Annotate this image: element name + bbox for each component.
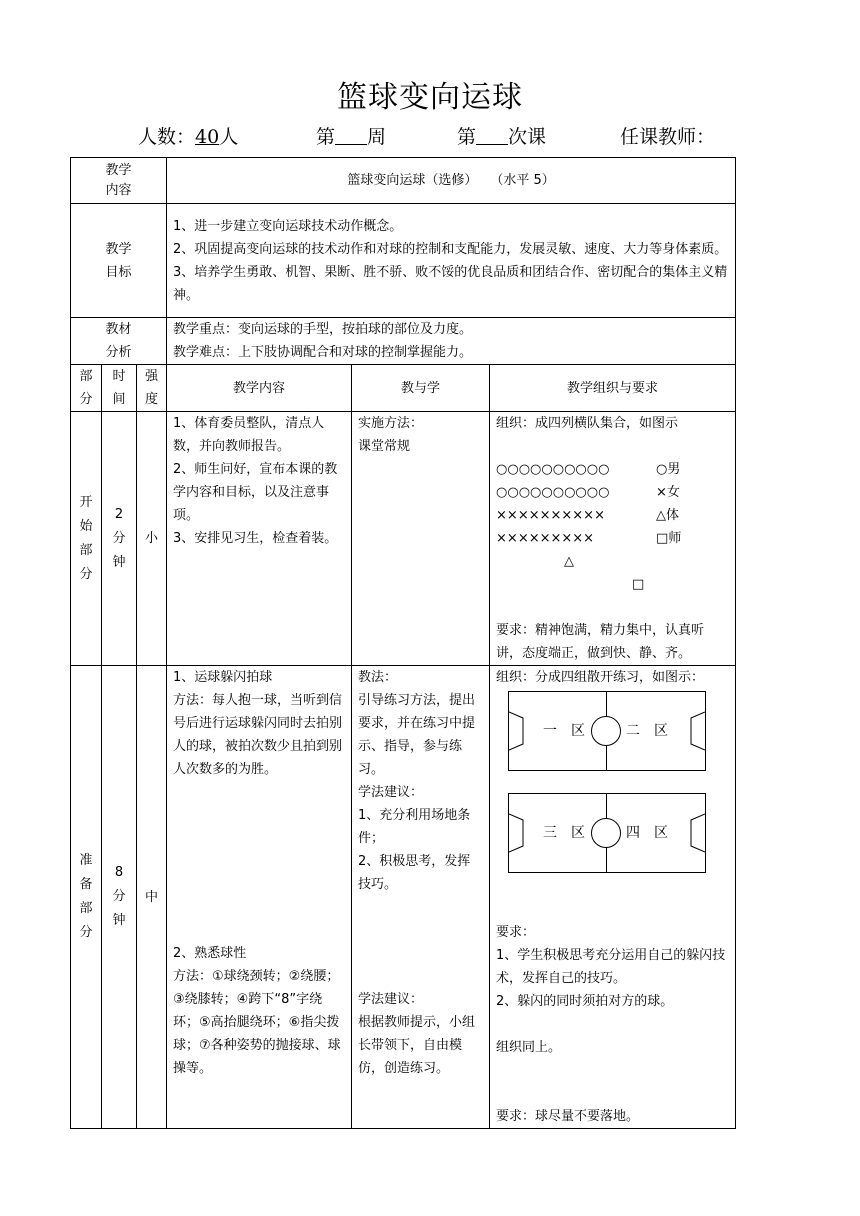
week-blank — [335, 126, 367, 145]
week-prefix: 第 — [316, 126, 336, 148]
count-unit: 人 — [219, 126, 239, 148]
formation-row — [496, 527, 729, 550]
center-circle — [591, 818, 621, 848]
section1-part: 开始部分 — [71, 412, 102, 666]
goal-label: 教学目标 — [71, 204, 167, 318]
content-item: 2、师生问好，宣布本课的教学内容和目标，以及注意事项。 — [173, 462, 338, 523]
analysis-key-point: 教学重点：变向运球的手型，按拍球的部位及力度。 — [173, 322, 473, 337]
section2-org — [490, 666, 736, 1129]
requirement-item: 2、躲闪的同时须拍对方的球。 — [496, 994, 674, 1009]
formation-row — [496, 504, 729, 527]
content-item: 3、安排见习生，检查着装。 — [173, 531, 338, 546]
formation-symbols: ○○○○○○○○○○ — [496, 462, 610, 477]
goal-item: 3、培养学生勇敢、机智、果断、胜不骄、败不馁的优良品质和团结合作、密切配合的集体主义精神。 — [173, 264, 728, 303]
requirement: 要求：球尽量不要落地。 — [496, 1109, 640, 1124]
teach-item: 教法： — [358, 670, 398, 685]
lesson-suffix: 次课 — [508, 126, 547, 148]
content-item-title: 1、运球躲闪拍球 — [173, 670, 273, 685]
section2-content — [167, 666, 352, 1129]
week-field — [316, 122, 386, 149]
center-circle — [591, 716, 621, 746]
header-time: 时间 — [102, 365, 137, 412]
content-item-title: 2、熟悉球性 — [173, 946, 247, 961]
week-suffix: 周 — [367, 126, 387, 148]
section2-intensity: 中 — [137, 666, 167, 1129]
analysis-list — [167, 318, 736, 365]
requirement: 要求：精神饱满，精力集中，认真听讲，态度端正，做到快、静、齐。 — [496, 623, 705, 661]
section1-org — [490, 412, 736, 666]
analysis-label: 教材分析 — [71, 318, 167, 365]
teach-item: 学法建议： — [358, 785, 424, 800]
teacher-position: □ — [632, 577, 645, 592]
org-intro: 组织：分成四组散开练习，如图示： — [496, 670, 705, 685]
legend-leader: △体 — [656, 508, 680, 523]
lesson-blank — [476, 126, 508, 145]
count-value: 40 — [195, 126, 220, 148]
court-diagram-2 — [508, 793, 706, 873]
teach-item: 实施方法： — [358, 416, 424, 431]
header-intensity: 强度 — [137, 365, 167, 412]
content-item-method: 方法：①球绕颈转；②绕腰；③绕膝转；④跨下“8”字绕环；⑤高抬腿绕环；⑥指尖拨球；⑦各种姿势的抛接球、球操等。 — [173, 969, 341, 1076]
teach-item: 学法建议： — [358, 992, 424, 1007]
content-label: 教学内容 — [71, 158, 167, 204]
goal-item: 1、进一步建立变向运球技术动作概念。 — [173, 218, 403, 234]
formation-symbols: ××××××××× — [496, 531, 595, 546]
section2-time: 8分钟 — [102, 666, 137, 1129]
goal-list — [167, 204, 736, 318]
org-intro: 组织：成四列横队集合，如图示 — [496, 416, 679, 431]
formation-symbols: ○○○○○○○○○○ — [496, 485, 610, 500]
goal-item: 2、巩固提高变向运球的技术动作和对球的控制和支配能力，发展灵敏、速度、大力等身体素质。 — [173, 241, 728, 257]
requirement-title: 要求： — [496, 925, 536, 940]
lesson-prefix: 第 — [457, 126, 477, 148]
teach-item: 引导练习方法，提出要求，并在练习中提示、指导，参与练习。 — [358, 693, 476, 777]
page-title: 篮球变向运球 — [337, 80, 523, 115]
section2-teach — [352, 666, 490, 1129]
section1-time: 2分钟 — [102, 412, 137, 666]
teach-item: 1、充分利用场地条件； — [358, 808, 471, 846]
zone-label: 二 区 — [626, 723, 669, 739]
formation-row — [496, 481, 729, 504]
formation-row — [496, 458, 729, 481]
requirement-item: 1、学生积极思考充分运用自己的躲闪技术，发挥自己的技巧。 — [496, 948, 726, 986]
org-same: 组织同上。 — [496, 1040, 562, 1055]
court-diagram-1 — [508, 691, 706, 771]
header-content: 教学内容 — [167, 365, 352, 412]
count-label: 人数： — [138, 126, 196, 148]
content-value: 篮球变向运球（选修） （水平 5） — [167, 158, 736, 204]
student-count — [138, 122, 238, 149]
zone-label: 一 区 — [543, 723, 586, 739]
legend-teacher: □师 — [656, 531, 682, 546]
teacher-field: 任课教师： — [620, 126, 716, 148]
lesson-field — [457, 122, 546, 149]
header-teach: 教与学 — [352, 365, 490, 412]
content-item: 1、体育委员整队，清点人数，并向教师报告。 — [173, 416, 325, 454]
teach-item: 根据教师提示，小组长带领下，自由模仿，创造练习。 — [358, 1015, 476, 1076]
legend-boy: ○男 — [656, 462, 681, 477]
section2-part: 准备部分 — [71, 666, 102, 1129]
section1-intensity: 小 — [137, 412, 167, 666]
legend-girl: ×女 — [656, 485, 680, 500]
lesson-plan-table — [70, 157, 736, 1129]
leader-position: △ — [564, 554, 575, 569]
zone-label: 三 区 — [543, 825, 586, 841]
section1-content — [167, 412, 352, 666]
header-org: 教学组织与要求 — [490, 365, 736, 412]
zone-label: 四 区 — [626, 825, 669, 841]
section1-teach — [352, 412, 490, 666]
analysis-difficulty: 教学难点：上下肢协调配合和对球的控制掌握能力。 — [173, 345, 473, 360]
formation-symbols: ×××××××××× — [496, 508, 605, 523]
teach-item: 课堂常规 — [358, 439, 411, 454]
header-part: 部分 — [71, 365, 102, 412]
teach-item: 2、积极思考，发挥技巧。 — [358, 854, 471, 892]
content-item-method: 方法：每人抱一球，当听到信号后进行运球躲闪同时去拍别人的球，被拍次数少且拍到别人次数多的为胜。 — [173, 693, 343, 777]
